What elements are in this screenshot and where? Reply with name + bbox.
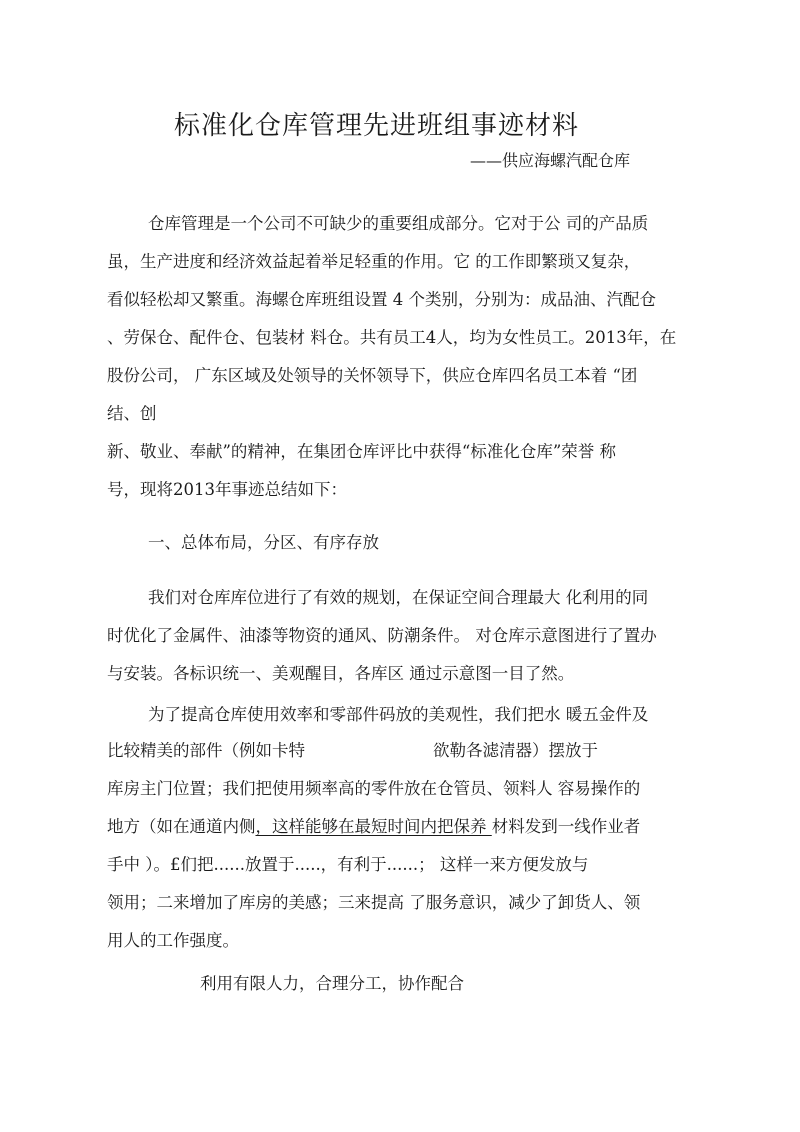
- document-subtitle: ——供应海螺汽配仓库: [470, 151, 631, 170]
- paragraph-text: 材料发到一线作业者: [491, 817, 641, 836]
- section-heading: 利用有限人力，合理分工，协作配合: [200, 974, 464, 993]
- paragraph-text: 欲勒各滤清器）摆放于: [433, 741, 598, 760]
- intro-line: 、劳保仓、配件仓、包装材 料仓。共有员工4人，均为女性员工。2013年，在: [107, 328, 677, 347]
- intro-line: 仓库管理是一个公司不可缺少的重要组成部分。它对于公 司的产品质: [148, 214, 649, 233]
- paragraph-line: [107, 816, 640, 838]
- paragraph-line: 与安装。各标识统一、美观醒目，各库区 通过示意图一目了然。: [107, 664, 575, 683]
- paragraph-line: 我们对仓库库位进行了有效的规划，在保证空间合理最大 化利用的同: [148, 588, 649, 607]
- intro-line: 看似轻松却又繁重。海螺仓库班组设置 4 个类别，分别为：成品油、汽配仓: [107, 290, 656, 309]
- paragraph-text: 比较精美的部件（例如卡特: [107, 741, 305, 760]
- paragraph-line: 领用；二来增加了库房的美感；三来提高 了服务意识，减少了卸货人、领: [107, 893, 641, 912]
- section-heading: 一、总体布局，分区、有序存放: [148, 533, 379, 552]
- paragraph-line: 库房主门位置；我们把使用频率高的零件放在仓管员、领料人 容易操作的: [107, 779, 641, 798]
- document-title: 标准化仓库管理先进班组事迹材料: [174, 111, 580, 141]
- paragraph-line: 时优化了金属件、油漆等物资的通风、防潮条件。 对仓库示意图进行了置办: [107, 626, 657, 645]
- intro-line: 号，现将2013年事迹总结如下：: [107, 480, 347, 499]
- intro-line: 结、创: [107, 404, 157, 423]
- intro-line: 虽，生产进度和经济效益起着举足轻重的作用。它 的工作即繁琐又复杂，: [107, 252, 641, 271]
- paragraph-text: 地方（如在通道内侧: [107, 817, 256, 836]
- intro-line: 股份公司， 广东区域及处领导的关怀领导下，供应仓库四名员工本着 “团: [107, 366, 638, 385]
- underlined-text: ，这样能够在最短时间内把保养: [255, 817, 492, 836]
- paragraph-line: [107, 740, 598, 762]
- paragraph-line: 手中 ）。£们把......放置于.....，有利于......； 这样一来方便发放与: [107, 855, 589, 874]
- intro-line: 新、敬业、奉献”的精神，在集团仓库评比中获得“标准化仓库”荣誉 称: [107, 442, 617, 461]
- paragraph-line: 为了提高仓库使用效率和零部件码放的美观性，我们把水 暖五金件及: [148, 705, 649, 724]
- paragraph-line: 用人的工作强度。: [107, 931, 239, 950]
